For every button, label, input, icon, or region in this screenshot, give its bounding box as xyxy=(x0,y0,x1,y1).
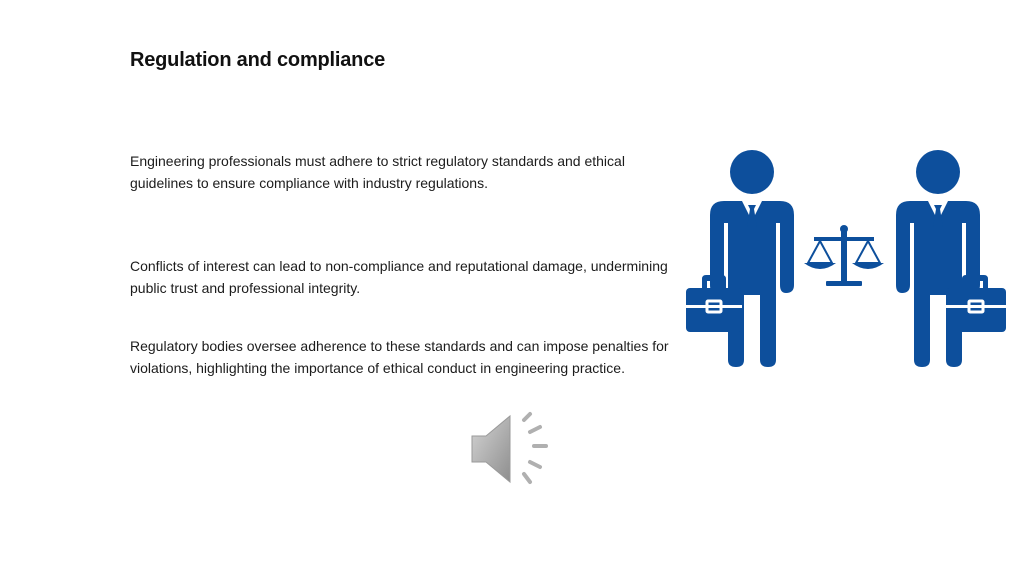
businessmen-with-scales-icon xyxy=(680,145,1020,370)
paragraph-compliance: Engineering professionals must adhere to strict regulatory standards and ethical guidelines to ensure compliance with industry regulations. xyxy=(130,153,625,191)
speaker-icon[interactable] xyxy=(468,410,558,490)
paragraph-regulatory-bodies: Regulatory bodies oversee adherence to these standards and can impose penalties for violations, highlighting the importance of ethical conduct in engineering practice. xyxy=(130,338,669,376)
right-person-icon xyxy=(896,150,1006,367)
scale-icon xyxy=(804,225,884,286)
paragraph-conflicts: Conflicts of interest can lead to non-compliance and reputational damage, undermining public trust and professional integrity. xyxy=(130,258,668,296)
left-person-icon xyxy=(686,150,794,367)
slide-title: Regulation and compliance xyxy=(130,49,386,71)
